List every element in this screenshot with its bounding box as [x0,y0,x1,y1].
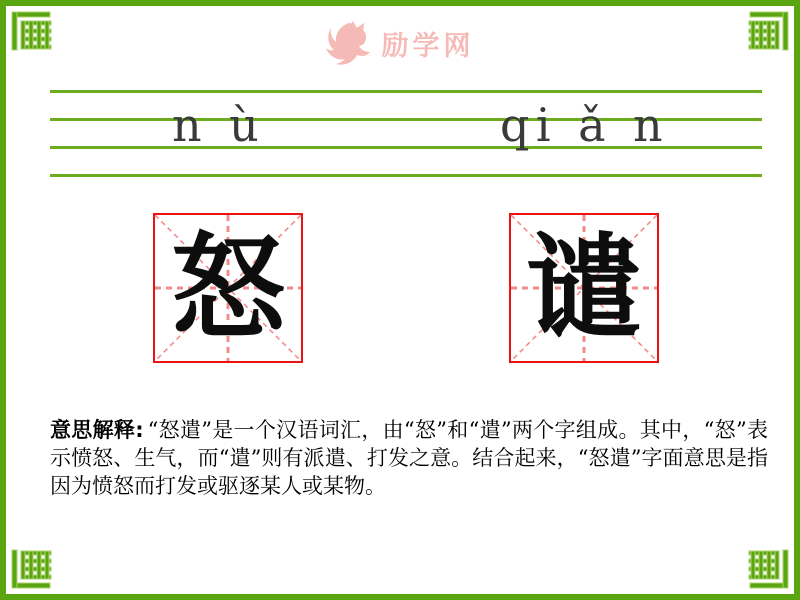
corner-ornament-bottom-right [744,544,790,590]
hanzi-character-nu: 怒 [170,221,285,355]
explanation-body: “怒遣”是一个汉语词汇，由“怒”和“遣”两个字组成。其中，“怒”表示愤怒、生气，而“遣”则有派遣、打发之意。结合起来，“怒遣”字面意思是指因为愤怒而打发或驱逐某人或某物。 [50,418,768,498]
site-watermark [6,20,794,66]
fox-swirl-icon [326,20,376,66]
corner-ornament-top-left [10,10,56,56]
explanation-label: 意思解释: [50,418,144,442]
explanation-paragraph [50,416,768,500]
hanzi-box-nu [153,213,303,363]
watermark-site-name: 励学网 [381,30,475,62]
corner-ornament-top-right [744,10,790,56]
pinyin-guideline [50,90,762,93]
hanzi-character-qian: 谴 [526,221,641,355]
pinyin-guideline [50,174,762,177]
hanzi-box-qian [509,213,659,363]
corner-ornament-bottom-left [10,544,56,590]
pinyin-word-nu: n ù [172,98,266,152]
pinyin-word-qian: qi ǎ n [500,98,670,152]
